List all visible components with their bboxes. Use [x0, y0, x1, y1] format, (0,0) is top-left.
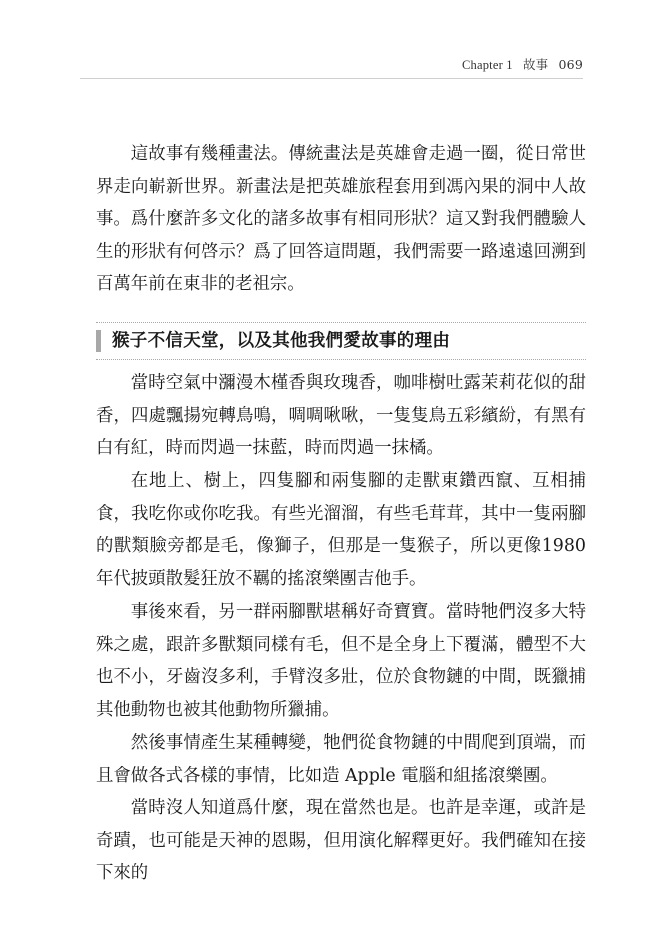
paragraph: 然後事情產生某種轉變，牠們從食物鏈的中間爬到頂端，而且會做各式各樣的事情，比如造 Apple 電腦和組搖滾樂團。 [96, 733, 586, 786]
running-head [462, 55, 583, 73]
paragraph: 在地上、樹上，四隻腳和兩隻腳的走獸東鑽西竄、互相捕食，我吃你或你吃我。有些光溜溜，有些毛茸茸，其中一隻兩腳的獸類臉旁都是毛，像獅子，但那是一隻猴子，所以更像1980年代披頭散髮狂放不羈的搖滾樂團吉他手。 [96, 471, 586, 590]
paragraph: 當時空氣中瀰漫木槿香與玫瑰香，咖啡樹吐露茉莉花似的甜香，四處飄揚宛轉鳥鳴，啁啁啾啾，一隻隻鳥五彩繽紛，有黑有白有紅，時而閃過一抹藍，時而閃過一抹橘。 [96, 373, 586, 459]
section-heading-bar [96, 330, 101, 352]
chapter-label: Chapter 1 [462, 58, 513, 72]
section-title: 猴子不信天堂，以及其他我們愛故事的理由 [112, 331, 451, 351]
header-rule [80, 78, 583, 79]
page-number: 069 [558, 57, 583, 72]
paragraph: 當時沒人知道爲什麼，現在當然也是。也許是幸運，或許是奇蹟，也可能是天神的恩賜，但用演化解釋更好。我們確知在接下來的 [96, 798, 586, 884]
chapter-title: 故事 [522, 57, 549, 72]
paragraph: 這故事有幾種畫法。傳統畫法是英雄會走過一圈，從日常世界走向嶄新世界。新畫法是把英雄旅程套用到馮內果的洞中人故事。 [96, 144, 586, 230]
paragraph: 爲什麼許多文化的諸多故事有相同形狀？這又對我們體驗人生的形狀有何啓示？爲了回答這問題，我們需要一路遠遠回溯到百萬年前在東非的老祖宗。 [96, 209, 586, 295]
section-heading [96, 322, 586, 360]
paragraph: 事後來看，另一群兩腳獸堪稱好奇寶寶。當時牠們沒多大特殊之處，跟許多獸類同樣有毛，但不是全身上下覆滿，體型不大也不小，牙齒沒多利，手臂沒多壯，位於食物鏈的中間，既獵捕其他動物也被其他動物所獵捕。 [96, 602, 586, 721]
